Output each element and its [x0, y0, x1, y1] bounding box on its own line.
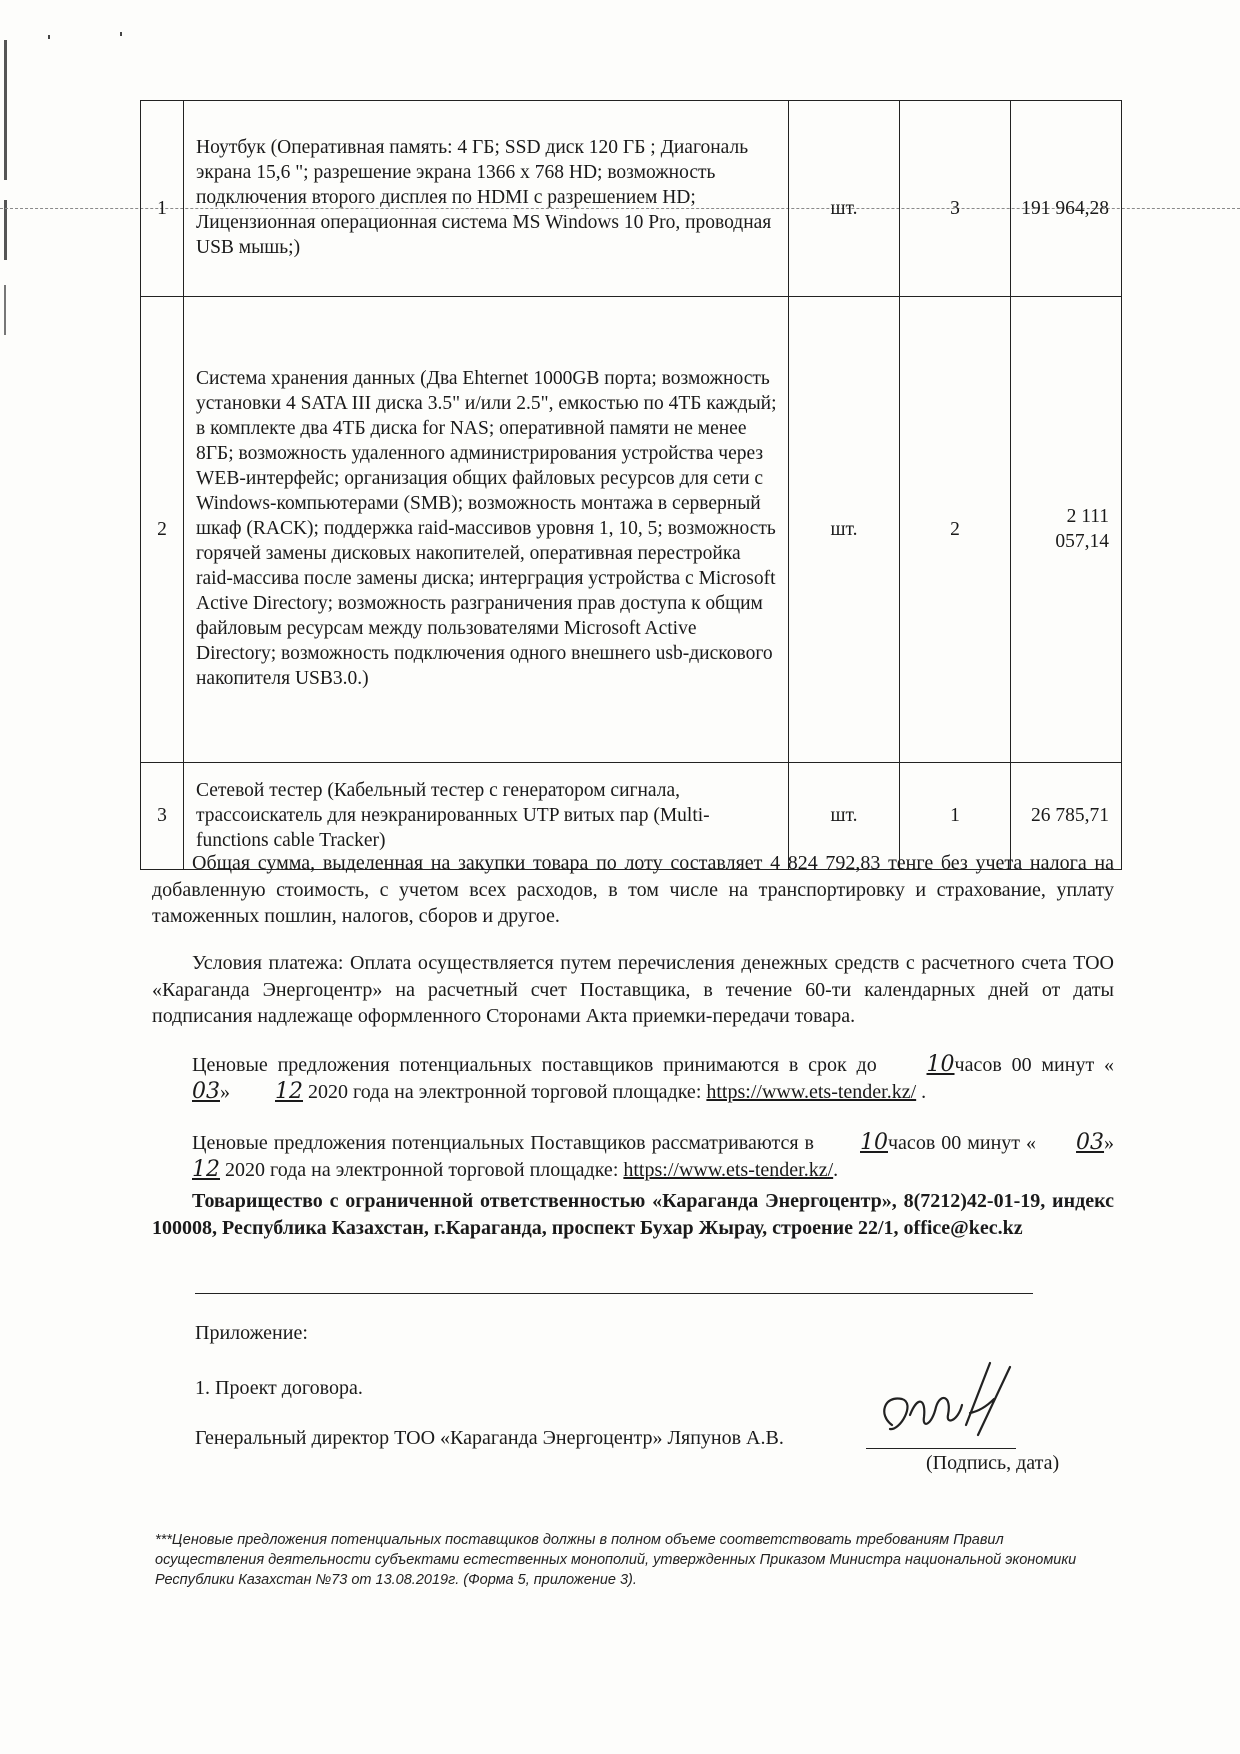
item-unit: шт. [789, 297, 900, 763]
payment-terms-paragraph: Условия платежа: Оплата осуществляется путем перечисления денежных средств с расчетного счета ТОО «Караганда Энергоцентр» на расчетный счет Поставщика, в течение 60-ти календарных дней от даты подписания надлежаще оформленного Сторонами Акта приемки-передачи товара. [152, 952, 1114, 1027]
submission-deadline-paragraph [152, 1052, 1114, 1105]
scan-artifact [4, 40, 7, 180]
deadline-text: . [921, 1080, 927, 1103]
item-unit: шт. [789, 763, 900, 870]
item-sum: 2 111 057,14 [1011, 297, 1122, 763]
deadline-text: Ценовые предложения потенциальных поставщиков принимаются в срок до [192, 1054, 877, 1076]
items-table [140, 100, 1122, 870]
handwritten-day: 03 [1076, 1130, 1105, 1155]
deadline-text: 2020 года на электронной торговой площадке: [308, 1080, 702, 1103]
review-deadline-paragraph [152, 1130, 1114, 1183]
ets-tender-link[interactable]: https://www.ets-tender.kz/ [706, 1080, 917, 1103]
signature-caption: (Подпись, дата) [926, 1452, 1060, 1474]
table-row [141, 101, 1122, 297]
company-info-paragraph: Товарищество с ограниченной ответственностью «Караганда Энергоцентр», 8(7212)42-01-19, индекс 100008, Республика Казахстан, г.Караганда, проспект Бухар Жырау, строение 22/1, office@kec.kz [152, 1190, 1114, 1239]
item-quantity: 2 [900, 297, 1011, 763]
handwritten-hour: 10 [926, 1052, 955, 1077]
total-amount-paragraph: Общая сумма, выделенная на закупки товара по лоту составляет 4 824 792,83 тенге без учета налога на добавленную стоимость, с учетом всех расходов, в том числе на транспортировку и страхование, уплату таможенных пошлин, налогов, сборов и другое. [152, 852, 1114, 927]
item-unit: шт. [789, 101, 900, 297]
item-description: Ноутбук (Оперативная память: 4 ГБ; SSD диск 120 ГБ ; Диагональ экрана 15,6 "; разрешение экрана 1366 х 768 HD; возможность подключения второго дисплея по HDMI с разрешением HD; Лицензионная операционная система MS Windows 10 Pro, проводная USB мышь;) [184, 101, 789, 297]
attachment-label: Приложение: [195, 1322, 308, 1344]
deadline-text: часов 00 минут « [954, 1054, 1114, 1076]
item-sum: 26 785,71 [1011, 763, 1122, 870]
item-quantity: 3 [900, 101, 1011, 297]
handwritten-hour: 10 [860, 1130, 888, 1155]
item-sum: 191 964,28 [1011, 101, 1122, 297]
scan-artifact [48, 35, 50, 39]
handwritten-day: 03 [192, 1078, 220, 1104]
scan-artifact [120, 32, 122, 36]
deadline-text: » [220, 1080, 230, 1103]
item-number: 1 [141, 101, 184, 297]
handwritten-month: 12 [192, 1156, 220, 1182]
item-number: 2 [141, 297, 184, 763]
scan-artifact [4, 285, 6, 335]
deadline-text: 2020 года на электронной торговой площадке: [225, 1158, 619, 1181]
handwritten-month: 12 [275, 1078, 303, 1104]
item-number: 3 [141, 763, 184, 870]
handwritten-signature [870, 1355, 1030, 1455]
separator-line [195, 1293, 1033, 1294]
deadline-text: . [833, 1158, 839, 1181]
footnote: ***Ценовые предложения потенциальных поставщиков должны в полном объеме соответствовать требованиям Правил осуществления деятельности субъектами естественных монополий, утвержденных Приказом Министра национальной экономики Республики Казахстан №73 от 13.08.2019г. (Форма 5, приложение 3). [155, 1532, 1077, 1588]
deadline-text: часов 00 минут « [888, 1132, 1037, 1154]
signatory-line: Генеральный директор ТОО «Караганда Энергоцентр» Ляпунов А.В. [195, 1427, 784, 1449]
attachment-item: 1. Проект договора. [195, 1377, 363, 1399]
deadline-text: Ценовые предложения потенциальных Поставщиков рассматриваются в [192, 1132, 814, 1154]
item-description: Сетевой тестер (Кабельный тестер с генератором сигнала, трассоискатель для неэкранированных UTP витых пар (Multi-functions cable Tracker) [184, 763, 789, 870]
item-quantity: 1 [900, 763, 1011, 870]
ets-tender-link[interactable]: https://www.ets-tender.kz/ [623, 1158, 834, 1181]
table-row [141, 297, 1122, 763]
item-description: Система хранения данных (Два Ehternet 1000GB порта; возможность установки 4 SATA III диска 3.5" и/или 2.5", емкостью по 4ТБ каждый; в комплекте два 4ТБ диска for NAS; оперативной памяти не менее 8ГБ; возможность удаленного администрирования устройства через WEB-интерфейс; организация общих файловых ресурсов для сети с Windows-компьютерами (SMB); возможность монтажа в серверный шкаф (RACK); поддержка raid-массивов уровня 1, 10, 5; возможность горячей замены дисковых накопителей, оперативная перестройка raid-массива после замены диска; интерграция устройства с Microsoft Active Directory; возможность разграничения прав доступа к общим файловым ресурсам между пользователями Microsoft Active Directory; возможность подключения одного внешнего usb-дискового накопителя USB3.0.) [184, 297, 789, 763]
deadline-text: » [1104, 1132, 1115, 1154]
scan-artifact [4, 200, 7, 260]
